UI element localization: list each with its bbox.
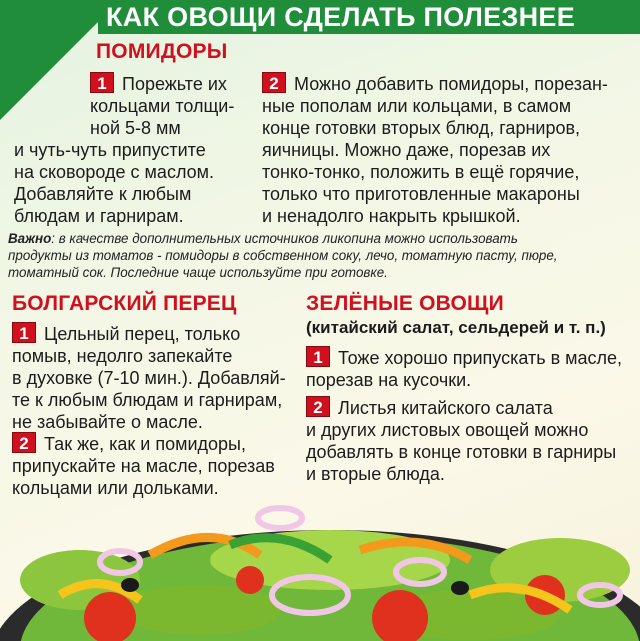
number-badge-1: 1 xyxy=(12,322,36,343)
pepper-item-1-line: Цельный перец, только xyxy=(44,324,241,344)
pepper-item-1 xyxy=(12,322,312,433)
greens-subheading: (китайский салат, сельдерей и т. п.) xyxy=(306,318,606,337)
tomatoes-item-2-line: яичницы. Можно даже, порезав их xyxy=(262,140,551,160)
greens-item-1-line: Тоже хорошо припускать в масле, xyxy=(338,348,623,368)
greens-item-2 xyxy=(306,396,636,485)
note-line: томатный сок. Последние чаще используйте при готовке. xyxy=(8,265,388,280)
number-badge-2: 2 xyxy=(306,396,330,417)
tomatoes-item-2-line: только что приготовленные макароны xyxy=(262,184,580,204)
pepper-item-2-line: припускайте на масле, порезав xyxy=(12,456,275,476)
tomatoes-item-2-line: и ненадолго накрыть крышкой. xyxy=(262,206,521,226)
pepper-item-1-line: помыв, недолго запекайте xyxy=(12,346,233,366)
greens-item-2-line: и других листовых овощей можно xyxy=(306,420,589,440)
tomatoes-item-2-line: конце готовки вторых блюд, гарниров, xyxy=(262,118,581,138)
tomatoes-item-1-line: Порежьте их xyxy=(122,74,227,94)
greens-item-2-line: добавлять в конце готовки в гарниры xyxy=(306,442,617,462)
note-label: Важно xyxy=(8,231,52,246)
number-badge-2: 2 xyxy=(262,72,286,93)
note-line: : в качестве дополнительных источников ликопина можно использовать xyxy=(51,231,518,246)
tomatoes-item-1-line: на сковороде с маслом. xyxy=(14,162,215,182)
tomatoes-item-1-line: кольцами толщи- xyxy=(90,96,235,116)
tomatoes-item-1-line: ной 5-8 мм xyxy=(90,118,181,138)
tomatoes-item-2-line: тонко-тонко, положить в ещё горячие, xyxy=(262,162,580,182)
important-note xyxy=(8,230,630,281)
tomatoes-item-2 xyxy=(262,72,634,227)
greens-item-1-line: порезав на кусочки. xyxy=(306,370,472,390)
number-badge-2: 2 xyxy=(12,432,36,453)
salad-bowl-illustration xyxy=(0,500,640,641)
note-line: продукты из томатов - помидоры в собственном соку, лечо, томатную пасту, пюре, xyxy=(8,248,558,263)
number-badge-1: 1 xyxy=(90,72,114,93)
greens-heading: ЗЕЛЁНЫЕ ОВОЩИ xyxy=(306,292,504,315)
tomatoes-item-1-line: блюдам и гарнирам. xyxy=(14,206,184,226)
pepper-item-1-line: те к любым блюдам и гарнирам, xyxy=(12,390,283,410)
page-title: КАК ОВОЩИ СДЕЛАТЬ ПОЛЕЗНЕЕ xyxy=(98,0,640,34)
number-badge-1: 1 xyxy=(306,346,330,367)
greens-item-1 xyxy=(306,346,636,391)
pepper-item-2-line: кольцами или дольками. xyxy=(12,478,219,498)
tomatoes-item-1 xyxy=(14,72,254,227)
pepper-heading: БОЛГАРСКИЙ ПЕРЕЦ xyxy=(12,292,237,315)
tomatoes-item-1-line: Добавляйте к любым xyxy=(14,184,192,204)
greens-item-2-line: Листья китайского салата xyxy=(338,398,553,418)
pepper-item-2 xyxy=(12,432,312,499)
pepper-item-1-line: в духовке (7-10 мин.). Добавляй- xyxy=(12,368,286,388)
tomatoes-item-2-line: Можно добавить помидоры, порезан- xyxy=(294,74,608,94)
tomatoes-item-1-line: и чуть-чуть припустите xyxy=(14,140,206,160)
greens-item-2-line: и вторые блюда. xyxy=(306,464,445,484)
pepper-item-1-line: не забывайте о масле. xyxy=(12,412,203,432)
pepper-item-2-line: Так же, как и помидоры, xyxy=(44,434,246,454)
tomatoes-heading: ПОМИДОРЫ xyxy=(96,40,228,63)
tomatoes-item-2-line: ные пополам или кольцами, в самом xyxy=(262,96,572,116)
